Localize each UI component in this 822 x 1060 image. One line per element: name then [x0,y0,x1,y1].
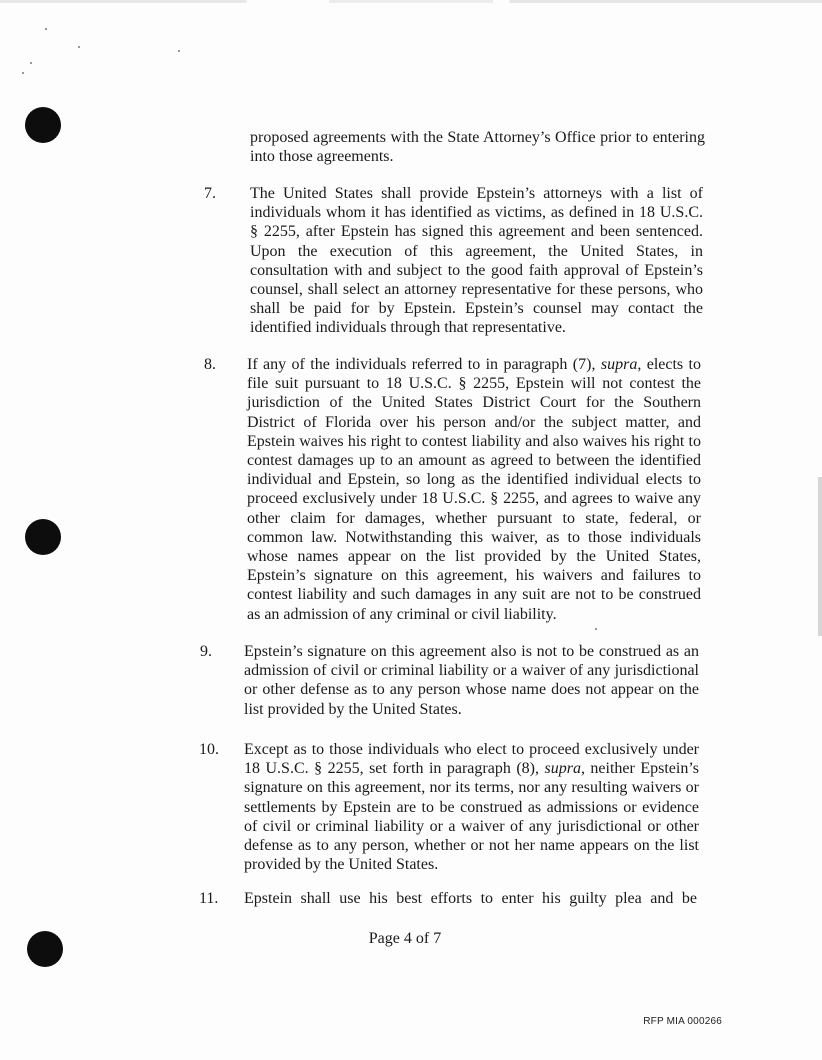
scan-speck [22,72,24,74]
punch-hole-icon [25,107,61,143]
paragraph-number: 9. [200,643,212,660]
continuation-paragraph: proposed agreements with the State Attorney’s Office prior to entering into those agreements. [250,129,705,166]
paragraph-10 [244,740,699,874]
paragraph-10-italic: supra [544,760,581,778]
paragraph-7: The United States shall provide Epstein’s attorneys with a list of individuals whom it has identified as victims, as defined in 18 U.S.C. § 2255, after Epstein has signed this agreement and been sentenced. Upon the execution of this agreement, the United States, in consultation with and subject to the good faith approval of Epstein’s counsel, shall select an attorney representative for these persons, who shall be paid for by Epstein. Epstein’s counsel may contact the identified individuals through that representative. [250,185,703,337]
paragraph-11: Epstein shall use his best efforts to enter his guilty plea and be [244,890,697,907]
scan-speck [178,50,180,52]
paragraph-8-text-b: , elects to file suit pursuant to 18 U.S.C. § 2255, Epstein will not contest the jurisdiction of the United States District Court for the Southern District of Florida over his person and/or the subject matter, and Epstein waives his right to contest liability and also waives his right to contest damages up to an amount as agreed to between the identified individual and Epstein, so long as the identified individual elects to proceed exclusively under 18 U.S.C. § 2255, and agrees to waive any other claim for damages, whether pursuant to state, federal, or common law. Notwithstanding this waiver, as to those individuals whose names appear on the list provided by the United States, Epstein’s signature on this agreement, his waivers and failures to contest liability and such damages in any suit are not to be construed as an admission of any criminal or civil liability. [247,356,701,623]
paragraph-10-text-a: Except as to those individuals who elect to proceed exclusively under 18 U.S.C. § 2255, set forth in paragraph (8), [244,741,699,778]
paragraph-number: 8. [204,356,216,373]
paragraph-number: 10. [199,741,219,758]
paragraph-number: 7. [204,185,216,202]
paragraph-8 [247,355,701,624]
paragraph-number: 11. [199,890,219,907]
paragraph-9: Epstein’s signature on this agreement also is not to be construed as an admission of civil or criminal liability or a waiver of any jurisdictional or other defense as to any person whose name does not appear on the list provided by the United States. [244,643,699,718]
page-number-footer [0,929,822,948]
paragraph-8-text-a: If any of the individuals referred to in paragraph (7), [247,356,601,373]
scan-top-edge [0,0,822,3]
punch-hole-icon [25,519,61,555]
paragraph-10-text-b: , neither Epstein’s signature on this agreement, nor its terms, nor any resulting waivers or settlements by Epstein are to be construed as admissions or evidence of civil or criminal liability or a waiver of any jurisdictional or other defense as to any person, whether or not her name appears on the list provided by the United States. [244,760,700,874]
scan-speck [30,62,32,64]
scan-speck [45,28,47,30]
scan-speck [595,628,597,630]
paragraph-8-italic: supra [600,356,638,373]
scan-speck [78,46,80,48]
page-number: Page 4 of 7 [368,930,442,947]
bates-stamp: RFP MIA 000266 [643,1016,722,1027]
scan-right-edge [818,0,822,1060]
